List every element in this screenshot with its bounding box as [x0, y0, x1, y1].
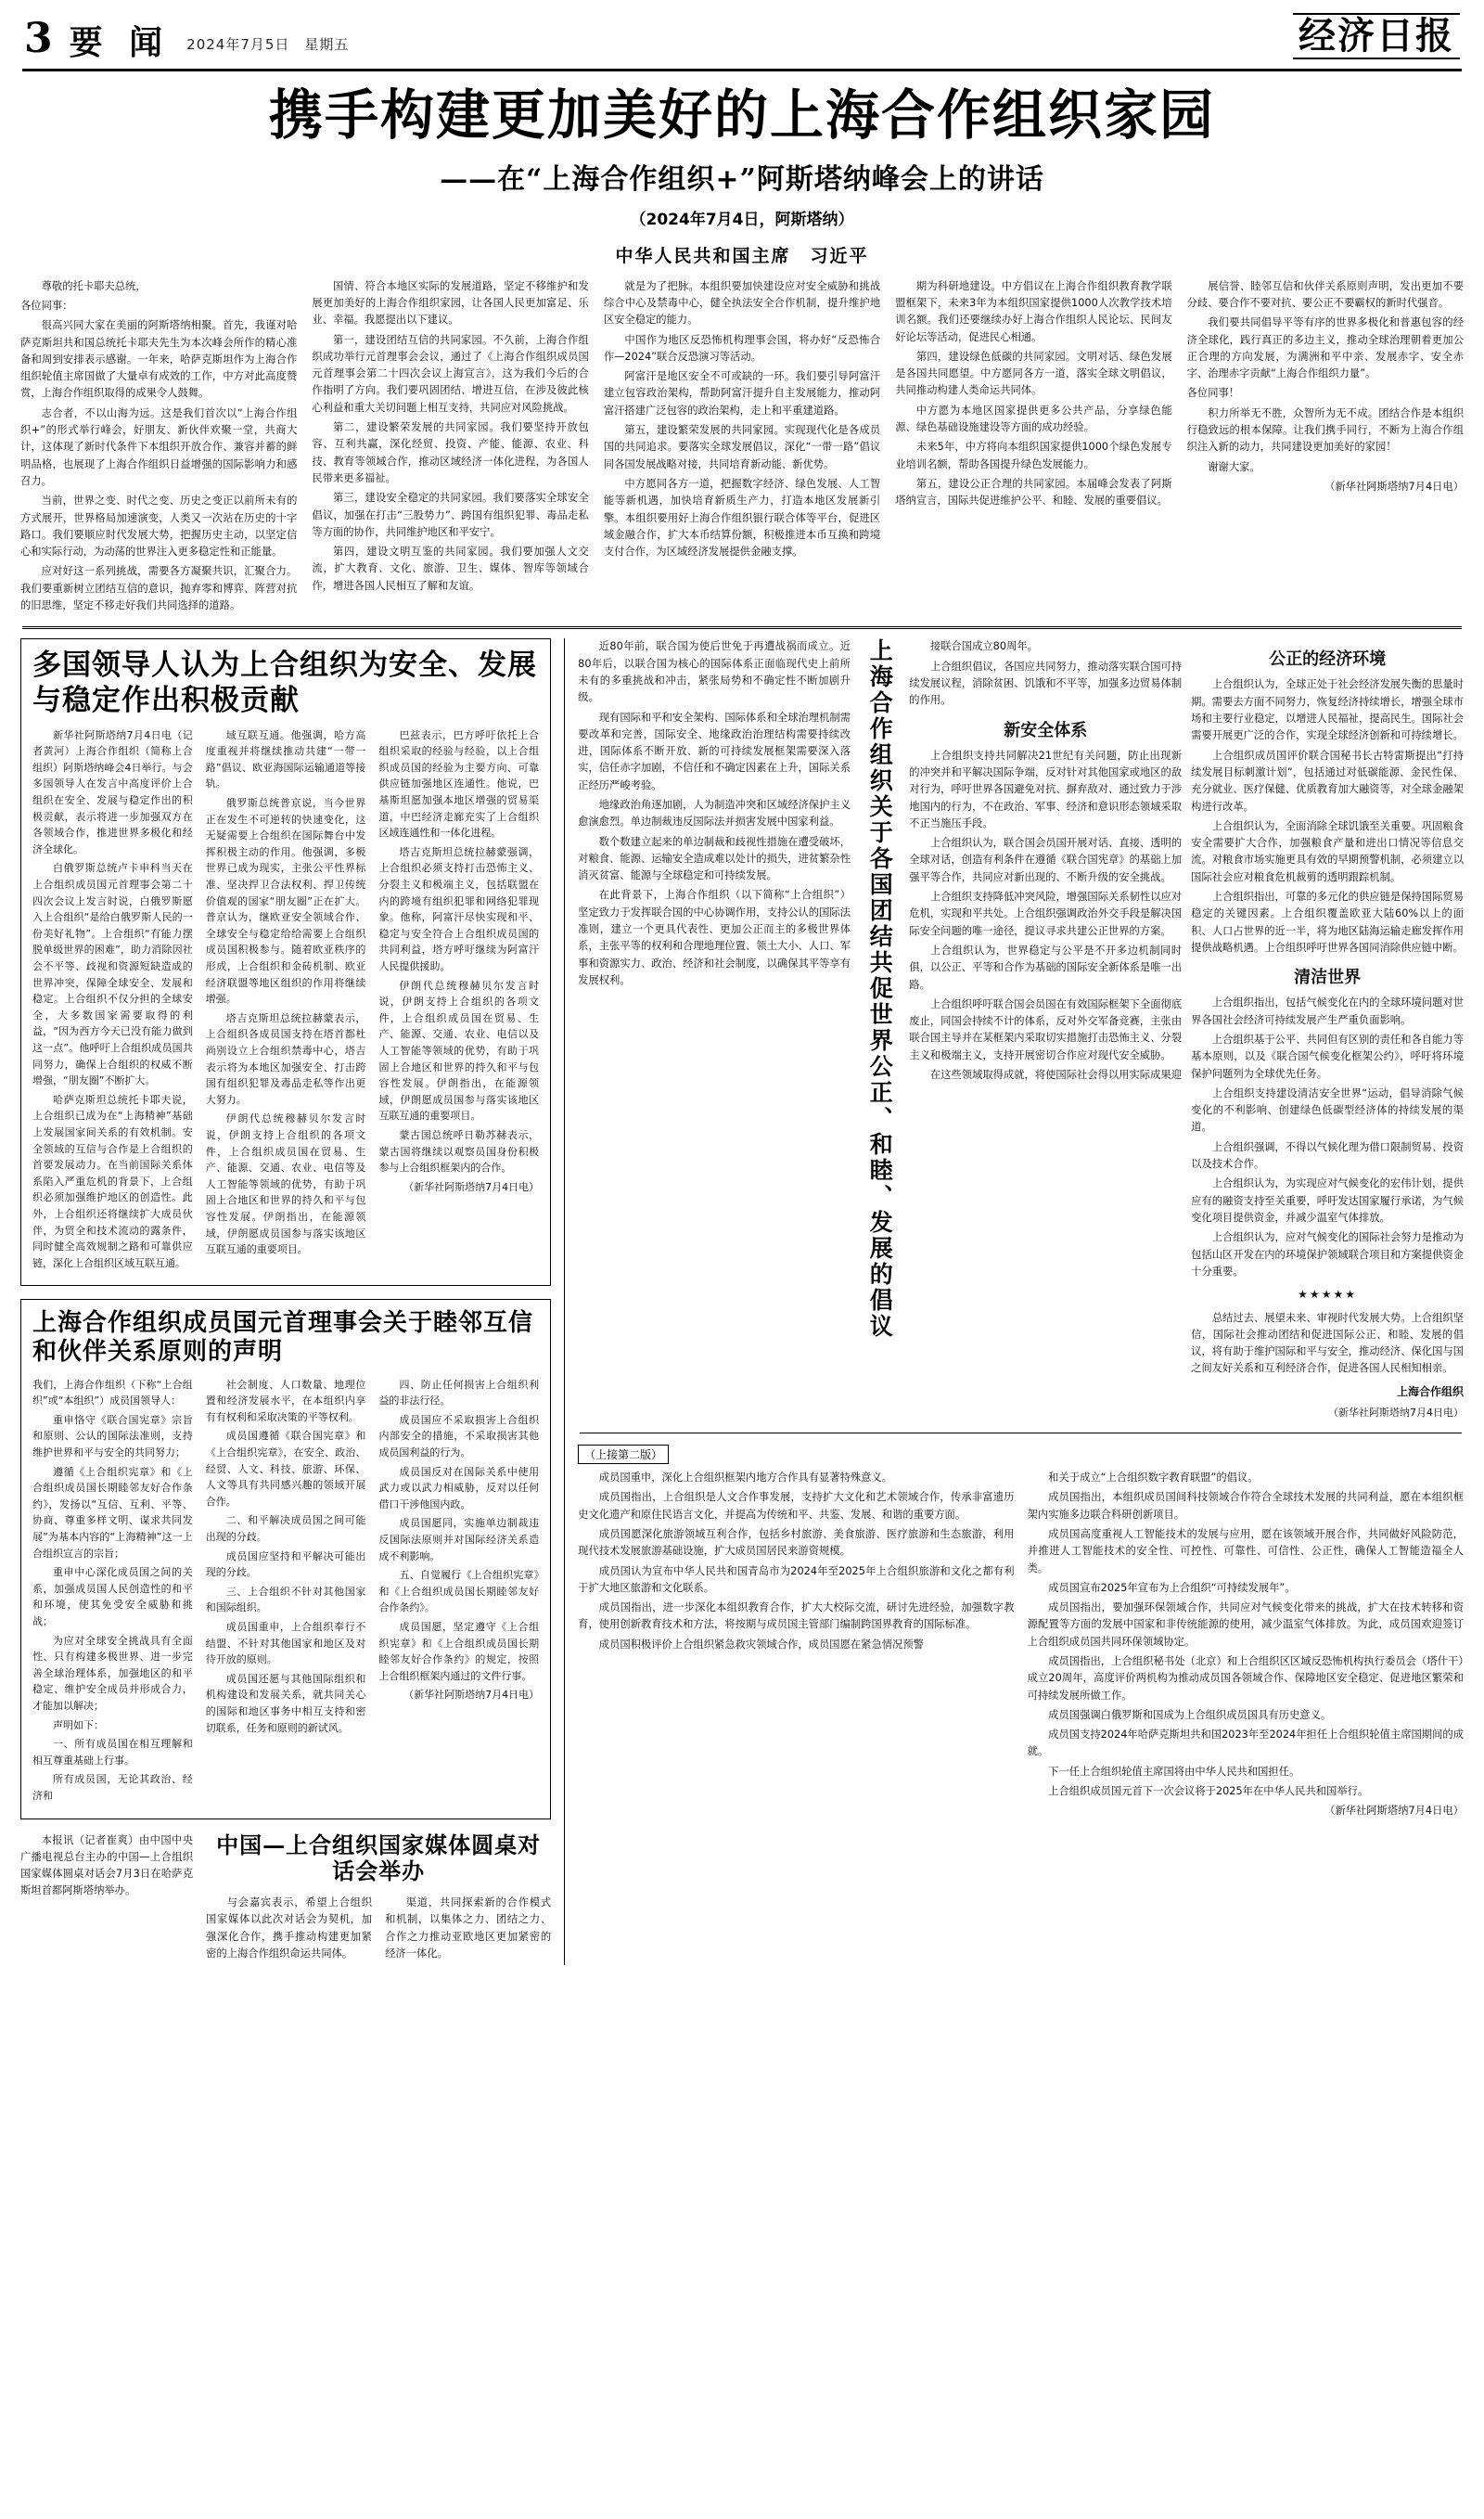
page-title: 携手构建更加美好的上海合作组织家园 — [268, 84, 1215, 147]
paragraph: 重申恪守《联合国宪章》宗旨和原则、公认的国际法准则，支持维护世界和平与安全的共同努力； — [32, 1413, 193, 1459]
paragraph: 成员国高度重视人工智能技术的发展与应用，愿在该领域开展合作，共同做好风险防范，并推进人工智能技术的安全性、可控性、可靠性、可信性、公正性，确保人工智能造福全人类。 — [1027, 1527, 1465, 1574]
column-1 — [32, 1377, 193, 1807]
paragraph: 上合组织认为，为实现应对气候变化的宏伟计划，提供应有的融资支持至关重要，呼吁发达国家履行承诺，为气候变化项目提供资金，并减少温室气体排放。 — [1191, 1177, 1465, 1224]
section-name: 要 闻 — [69, 23, 171, 62]
paragraph: 现有国际和平和安全架构、国际体系和全球治理机制需要改革和完善，国际安全、地缘政治治理结构需要持续改进，国际体系不断开放、新的可持续发展框架需要深入落实，信任赤字加剧，不信任和不确定因素在上升，国际关系正经历严峻考验。 — [578, 711, 851, 791]
paragraph: 成员国指出，上合组织是人文合作事发展，支持扩大文化和艺术领域合作，传承非富遗历史文化遗产和原住民语言文化，并提高为传统和平、共鉴、发展、和谐的重要方面。 — [578, 1491, 1015, 1521]
paragraph: 在此背景下，上海合作组织（以下简称“上合组织”）坚定致力于发挥联合国的中心协调作用，支持公认的国际法准则，建立一个更具代表性、更加公正而主的多极世界体系，主张平等的权利和合理地理位置、领土大小、人口、军事和资源实力、政治、经济和社会制度，以确保其平等享有发展权利。 — [578, 889, 851, 986]
paragraph: 新华社阿斯塔纳7月4日电（记者黄河）上海合作组织（简称上合组织）阿斯塔纳峰会4日举行。与会多国领导人在发言中高度评价上合组织在安全、发展与稳定作出的积极贡献，表示将进一步加强双方在各领域合作，推进世界多极化和经济全球化。 — [32, 728, 193, 855]
paragraph: 就是为了把脉。本组织要加快建设应对安全威胁和挑战综合中心及禁毒中心，健全执法安全合作机制，提升维护地区安全稳定的能力。 — [603, 279, 881, 327]
lead-dateline: （2024年7月4日，阿斯塔纳） — [630, 210, 854, 229]
declaration-column-3 — [1191, 638, 1464, 1421]
lead-article-header — [20, 84, 1464, 267]
paragraph: 总结过去、展望未来、审视时代发展大势。上合组织坚信，国际社会推动团结和促进国际公正、和睦、发展的倡议，将有助于维护国际和平与安全，推动经济、保化国与国之间友好关系和互利经济合作，促进各国人民相知相亲。 — [1191, 1311, 1465, 1375]
column-1 — [32, 727, 193, 1275]
paragraph: 成员国指出，进一步深化本组织教育合作，扩大大校际交流，研讨先进经验，加强数字教育，使用创新教育技术和方法，将按期与成员国主管部门编制跨国界教育的国际标准。 — [578, 1601, 1015, 1631]
paragraph: 第四，建设文明互鉴的共同家园。我们要加强人文交流，扩大教育、文化、旅游、卫生、媒体、智库等领域合作，增进各国人民相互了解和友谊。 — [312, 546, 589, 592]
issue-date: 2024年7月5日 星期五 — [186, 36, 350, 53]
paragraph: 上合组织基于公平、共同但有区别的责任和各自能力等基本原则，以及《联合国气候变化框架公约》，呼吁将环境保护问题列为全球优先任务。 — [1191, 1033, 1465, 1080]
subheading-clean-world: 清洁世界 — [1294, 968, 1362, 988]
paragraph: 社会制度、人口数量、地理位置和经济发展水平，在本组织内享有有权利和采取决策的平等权利。 — [205, 1378, 366, 1423]
paragraph: 第四，建设绿色低碳的共同家园。文明对话、绿色发展是各国共同愿望。中方愿同各方一道，落实全球文明倡议，共同推动构建人类命运共同体。 — [895, 350, 1172, 397]
continued-note: （上接第二版） — [578, 1445, 669, 1464]
section-divider — [22, 626, 1462, 629]
paragraph: 成员国指出，上合组织秘书处（北京）和上合组织区区域反恐怖机构执行委员会（塔什干）成立20周年，高度评价两机构为推动成员国各领域合作、保障地区安全稳定、促进地区繁荣和可持续发展所做工作。 — [1027, 1654, 1465, 1702]
source-line: （新华社阿斯塔纳7月4日电） — [403, 1180, 540, 1193]
paragraph: 和关于成立“上合组织数字教育联盟”的倡议。 — [1048, 1472, 1259, 1484]
paragraph: 各位同事！ — [1186, 387, 1240, 400]
paragraph: 为应对全球安全挑战具有全面性、只有构建多极世界、进一步完善全球治理体系，加强地区的和平稳定、维护安全成员并形成合力，才能加以解决； — [32, 1634, 193, 1712]
column-1 — [206, 1895, 372, 1965]
paragraph: 成员国认为宣布中华人民共和国青岛市为2024年至2025年上合组织旅游和文化之都有利于扩大地区旅游和文化联系。 — [578, 1564, 1015, 1594]
masthead-divider — [22, 69, 1462, 71]
paragraph: 成员国应不采取损害上合组织内部安全的措施，不采取损害其他成员国利益的行为。 — [378, 1413, 540, 1459]
paragraph: 地缘政治角逐加剧，人为制造冲突和区域经济保护主义愈演愈烈。单边制裁违反国际法并损害发展中国家利益。 — [578, 799, 851, 829]
paragraph: 上合组织呼吁联合国会员国在有效国际框架下全面彻底废止，同国会持续不计的体系，反对外交军备竞赛，主张由联合国主导并在某框架内采取切实措施打击恐怖主义、分裂主义和极端主义，支持开展密切合作应对现代安全威胁。 — [909, 997, 1183, 1061]
paragraph: 下一任上合组织轮值主席国将由中华人民共和国担任。 — [1048, 1765, 1300, 1778]
paragraph: 上合组织支持降低冲突风险，增强国际关系韧性以应对危机，实现和平共处。上合组织强调政治外交手段是解决国际安全问题的唯一途径，提议寻求共建公正世界的方案。 — [909, 891, 1183, 937]
paragraph: 伊朗代总统穆赫贝尔发言时说，伊朗支持上合组织的各项文件，上合组织成员国在贸易、生产、能源、交通、农业、电信等及人工智能等领域的优势，有助于巩固上合地区和世界的持久和平与包容性发展。伊朗指出，在能源领域，伊朗愿成员国参与落实该地区互联互通的重要项目。 — [205, 1112, 366, 1256]
paragraph: 三、上合组织不针对其他国家和国际组织。 — [205, 1585, 366, 1614]
paragraph: 二、和平解决成员国之间可能出现的分歧。 — [205, 1514, 366, 1544]
paragraph: 阿富汗是地区安全不可或缺的一环。我们要引导阿富汗建立包容政治架构，帮助阿富汗提升自主发展能力，推动阿富汗搭建广泛包容的政治架构，走上和平重建道路。 — [603, 370, 881, 417]
source-line: （新华社阿斯塔纳7月4日电） — [1324, 480, 1465, 493]
paragraph: 哈萨克斯坦总统托卡耶夫说，上合组织已成为在“上海精神”基础上发展国家间关系的有效机制。安全领域的互信与合作是上合组织的首要发展动力。在当前国际关系体系陷入严重危机的背景下，上合组织必须加强维护地区的创造性。此外，上合组织还将继续扩大成员伙伴，为贸全和技术流动的露条件，同时健全高效规制之路和可靠供应链，深化上合组织区域互联互通。 — [32, 1093, 193, 1269]
paragraph: 上合组织支持共同解决21世纪有关问题，防止出现新的冲突并和平解决国际争端，反对针对其他国家或地区的敌对行为，呼吁世界各国避免对抗、摒弃敌对、通过致力于涉地国内的行为，不在政治、军事、经济和意识形态领域采取不正当施压手段。 — [909, 749, 1183, 829]
paragraph: 所有成员国，无论其政治、经济和 — [32, 1773, 193, 1802]
article-body — [32, 1377, 539, 1807]
source-line: （新华社阿斯塔纳7月4日电） — [1324, 1805, 1465, 1818]
lead-column-1 — [20, 278, 297, 618]
paragraph: 成员国愿，坚定遵守《上合组织宪章》和《上合组织成员国长期睦邻友好合作条约》的规定，按照上合组织框架内通过的文件行事。 — [378, 1620, 540, 1682]
paragraph: 成员国还愿与其他国际组织和机构建设和发展关系，就共同关心的国际和地区事务中相互支持和密切联系，任务和原则的新试风。 — [205, 1672, 366, 1734]
paragraph: 成员国积极评价上合组织紧急救灾领域合作，成员国愿在紧急情况预警 — [598, 1638, 924, 1651]
paragraph: 四、防止任何损害上合组织利益的非法行径。 — [378, 1378, 540, 1407]
paragraph: 第一，建设团结互信的共同家园。不久前，上海合作组织成功举行元首理事会会议，通过了《上海合作组织成员国元首理事会第二十四次会议上海宣言》，这为我们今后的合作指明了方向。我们要巩固团结、增进互信，在涉及彼此核心利益和重大关切问题上相互支持，共同应对风险挑战。 — [312, 333, 589, 414]
paragraph: 展信誉、睦邻互信和伙伴关系原则声明，发出更加不要分歧、要合作不要对抗、要公正不要霸权的新时代强音。 — [1186, 279, 1465, 309]
article-title: 上海合作组织关于各国团结共促世界公正、和睦、发展的倡议 — [866, 638, 894, 1341]
article-title: 上海合作组织成员国元首理事会关于睦邻互信和伙伴关系原则的声明 — [32, 1309, 534, 1367]
paragraph: 近80年前，联合国为使后世免于再遭战祸而成立。近80年后，以联合国为核心的国际体系正面临现代史上前所未有的多重挑战和冲击，紧张局势和不确定性不断加剧升级。 — [578, 640, 851, 704]
paragraph: 谢谢大家。 — [1208, 460, 1260, 473]
paragraph: 中国作为地区反恐怖机构理事会国，将办好“反恐怖合作—2024”联合反恐演习等活动。 — [603, 333, 881, 363]
column-1 — [578, 1470, 1014, 1823]
paragraph: 期为科研地建设。中方倡议在上海合作组织教育教学联盟框架下，未来3年为本组织国家提供1000人次教学技术培训名额。我们还要继续办好上海合作组织人民论坛、民间友好论坛等活动，促进民心相通。 — [895, 279, 1172, 343]
article-body — [578, 1470, 1464, 1823]
paragraph: 上合组织支持建设清洁安全世界“运动，倡导消除气候变化的不利影响、创建绿色低碳型经济体的持续发展的渠道。 — [1191, 1086, 1465, 1134]
column-3 — [378, 727, 539, 1275]
paragraph: 上合组织倡议，各国应共同努力，推动落实联合国可持续发展议程，消除贫困、饥饿和不平等，加强多边贸易体制的作用。 — [909, 660, 1183, 707]
source-line: （新华社阿斯塔纳7月4日电） — [403, 1689, 540, 1702]
paragraph: 上合组织成员国元首下一次会议将于2025年在中华人民共和国举行。 — [1048, 1785, 1369, 1798]
paragraph: 各位同事： — [20, 299, 73, 312]
subheading-fair-economy: 公正的经济环境 — [1269, 649, 1387, 670]
paragraph: 五、自觉履行《上合组织宪章》和《上合组织成员国长期睦邻友好合作条约》。 — [378, 1569, 540, 1614]
paragraph: 应对好这一系列挑战，需要各方凝聚共识，汇聚合力。我们要重新树立团结互信的意识，抛弃零和博弈、阵营对抗的旧思维，坚定不移走好我们共同选择的道路。 — [20, 565, 298, 612]
lead-column-2 — [312, 278, 588, 618]
article-statement — [20, 1299, 551, 1819]
column-2 — [1028, 1470, 1464, 1823]
source-line: （新华社阿斯塔纳7月4日电） — [1328, 1407, 1465, 1420]
paragraph: 在这些领域取得成就，将使国际社会得以用实际成果迎 — [929, 1069, 1182, 1082]
paragraph: 当前，世界之变、时代之变、历史之变正以前所未有的方式展开，世界格局加速演变，人类又一次站在历史的十字路口。我们要顺应时代发展大势，把握历史主动，以坚定信心和实际行动，为动荡的世界注入更多稳定性和正能量。 — [20, 495, 298, 559]
signature: 上海合作组织 — [1397, 1384, 1465, 1398]
paragraph: 域互联互通。他强调，哈方高度重视并将继续推动共建“一带一路”倡议、欧亚海国际运输通道等接轨。 — [205, 728, 366, 790]
subheading-new-security: 新安全体系 — [1004, 720, 1088, 740]
paragraph: 上合组织指出，可靠的多元化的供应链是保持国际贸易稳定的关键因素。上合组织覆盖欧亚大陆60%以上的面积、人口占世界的近一半，将为地区陆海运输走廊发挥作用提供战略机遇。上合组织呼吁世界各国同消除供应链中断。 — [1191, 891, 1465, 954]
article-body — [32, 727, 539, 1275]
paragraph: 重申中心深化成员国之间的关系，加强成员国人民创造性的和平和环境，使其免受安全威胁和挑战； — [32, 1566, 193, 1627]
paragraph: 数个数建立起来的单边制裁和歧视性措施在遭受破坏，对粮食、能源、运输安全造成难以处计的损失，进贫繁杂性消灭贫富、能源与全球稳定和可持续发展。 — [578, 835, 851, 882]
article-multi-leaders — [20, 638, 551, 1286]
paragraph: 声明如下： — [53, 1718, 104, 1731]
column-2 — [385, 1895, 551, 1965]
paragraph: 上合组织认为，世界稳定与公平是不开多边机制同时俱，以公正、平等和合作为基础的国际安全新体系是唯一出路。 — [909, 944, 1183, 991]
paragraph: 很高兴同大家在美丽的阿斯塔纳相聚。首先，我谨对哈萨克斯坦共和国总统托卡耶夫先生为本次峰会所作的精心准备和周到安排表示感谢。一年来，哈萨克斯坦作为上海合作组织轮值主席国做了大量卓有成效的工作，中方对此高度赞赏，上海合作组织取得的成果令人鼓舞。 — [20, 319, 298, 400]
paragraph: 上合组织认为，应对气候变化的国际社会努力是推动为包括山区开发在内的环境保护领域联合项目和方案提供资金十分重要。 — [1191, 1231, 1465, 1278]
paragraph: 上合组织强调，不得以气候化理为借口限制贸易、投资以及技术合作。 — [1191, 1140, 1465, 1171]
lead-column-3 — [604, 278, 880, 618]
paragraph: 尊敬的托卡耶夫总统， — [41, 279, 147, 292]
paragraph: 上合组织认为，全球正处于社会经济发展失衡的思量时期。需要去方面不同努力，恢复经济持续增长，增强全球市场和主要行业稳定，以增进人民福祉，提高民生。国际社会需要开展更广泛的合作，实现全球经济创新和可持续增长。 — [1191, 678, 1465, 742]
paragraph: 渠道，共同探索新的合作模式和机制，以集体之力、团结之力、合作之力推动亚欧地区更加紧密的经济一体化。 — [385, 1896, 552, 1960]
paragraph: 接联合国成立80周年。 — [929, 640, 1038, 653]
paragraph: 未来5年，中方将向本组织国家提供1000个绿色发展专业培训名额，帮助各国提升绿色发展能力。 — [895, 441, 1172, 470]
paragraph: 成员国反对在国际关系中使用武力或以武力相威胁，反对以任何借口干涉他国内政。 — [378, 1465, 540, 1510]
paragraph: 上合组织认为，联合国会员国开展对话、直接、透明的全球对话，创造有利条件在遵循《联合国宪章》的基础上加强平等合作，共同应对新出现的、不断升级的安全挑战。 — [909, 837, 1183, 883]
paragraph: 成员国宣布2025年宣布为上合组织“可持续发展年”。 — [1048, 1581, 1296, 1594]
article-media — [206, 1832, 551, 1966]
media-lead-column — [20, 1832, 193, 1966]
paragraph: 成员国应坚持和平解决可能出现的分歧。 — [205, 1549, 366, 1579]
paragraph: 第三，建设安全稳定的共同家园。我们要落实全球安全倡议，加强在打击“三股势力”、跨国有组织犯罪、毒品走私等方面的协作，共同维护地区和平安宁。 — [312, 492, 589, 538]
paragraph: 成员国指出，本组织成员国间科技领域合作符合全球技术发展的共同利益，愿在本组织框架内实施多边联合科研创新项目。 — [1027, 1491, 1465, 1521]
lower-right-column — [564, 638, 1464, 1965]
paragraph: 积力所举无不胜，众智所为无不成。团结合作是本组织行稳致远的根本保障。让我们携手同行，不断为上海合作组织注入新的动力，共同建设更加美好的家园！ — [1186, 406, 1465, 454]
stars-divider: ★★★★★ — [1298, 1288, 1357, 1302]
paragraph: 塔吉克斯坦总统拉赫蒙表示，上合组织各成员国支持在塔首都杜尚别设立上合组织禁毒中心，塔吉表示将为本地区加强安全、打击跨国有组织犯罪及毒品走私等作出更大努力。 — [205, 1011, 366, 1106]
paragraph: 本报讯（记者崔爽）由中国中央广播电视总台主办的中国—上合组织国家媒体圆桌对话会7月3日在哈萨克斯坦首都阿斯塔纳举办。 — [20, 1833, 194, 1897]
paragraph: 我们要共同倡导平等有序的世界多极化和普惠包容的经济全球化，践行真正的多边主义，推动全球治理朝着更加公正合理的方向发展，为满洲和平中亲、发展赤字、安全赤字、治理赤字贡献“上海合作组织力量”。 — [1186, 316, 1465, 380]
paragraph: 中方愿为本地区国家提供更多公共产品，分享绿色能源、绿色基础设施建设等方面的成功经验。 — [895, 404, 1172, 434]
article-continued — [578, 1445, 1464, 1823]
paragraph: 第五，建设繁荣发展的共同家园。实现现代化是各成员国的共同追求。要落实全球发展倡议，深化“一带一路”倡议同各国发展战略对接，共同培育新动能、新优势。 — [603, 424, 881, 470]
paragraph: 蒙古国总统呼日勒苏赫表示，蒙古国将继续以观察员国身份积极参与上合组织框架内的合作。 — [378, 1128, 540, 1175]
paragraph: 中方愿同各方一道，把握数字经济、绿色发展、人工智能等新机遇，加快培育新质生产力，打造本地区发展新引擎。本组织要用好上海合作组织银行联合体等平台，促进区域金融合作，扩大本币结算份额，积极推进本币互换和跨境支付合作，为区域经济发展提供金融支撑。 — [603, 477, 881, 559]
article-title: 中国—上合组织国家媒体圆桌对话会举办 — [216, 1831, 542, 1885]
paragraph: 成员国支持2024年哈萨克斯坦共和国2023年至2024年担任上合组织轮值主席国期间的成就。 — [1027, 1729, 1465, 1758]
column-2 — [206, 1377, 366, 1807]
paragraph: 遵循《上合组织宪章》和《上合组织成员国长期睦邻友好合作条约》，发扬以“互信、互利、平等、协商、尊重多样文明、谋求共同发展”为基本内容的“上海精神”这一上合组织宣言的宗旨； — [32, 1465, 193, 1560]
paragraph: 成员国愿深化旅游领域互利合作，包括乡村旅游、美食旅游、医疗旅游和生态旅游，利用现代技术发展旅游基础设施，扩大成员国居民来游资规模。 — [578, 1527, 1015, 1558]
lower-section — [20, 638, 1464, 1965]
paragraph: 成员国愿同，实施单边制裁违反国际法原则并对国际经济关系造成不利影响。 — [378, 1517, 540, 1562]
paragraph: 志合者，不以山海为远。这是我们首次以“上海合作组织+”的形式举行峰会，好朋友、新伙伴欢聚一堂，共商大计，这体现了新时代条件下本组织开放合作、兼容并蓄的鲜明品格，也展现了上海合作组织日益增强的国际影响力和感召力。 — [20, 406, 298, 487]
lead-article-body — [20, 278, 1464, 618]
lower-left-column — [20, 638, 551, 1965]
paragraph: 成员国指出，要加强环保领域合作，共同应对气候变化带来的挑战，扩大在技术转移和资源配置等方面的发展中国家和非传统能源的使用，减少温室气体排放。为此，成员国欢迎签订上合组织成员国共同环保领域协定。 — [1027, 1601, 1465, 1648]
paragraph: 上合组织认为，全面消除全球饥饿至关重要。巩固粮食安全需要扩大合作，加强粮食产量和进出口情况等信息交流。对粮食市场实施更具有效的早期预警机制，必须建立以国际社会应对粮食危机裁剪的透明跟踪机制。 — [1191, 819, 1465, 883]
paragraph: 成员国强调白俄罗斯和国成为上合组织成员国具有历史意义。 — [1048, 1708, 1332, 1721]
paragraph: 我们，上海合作组织（下称“上合组织”或“本组织”）成员国领导人： — [32, 1378, 193, 1407]
lead-column-4 — [895, 278, 1171, 618]
lead-subtitle: ——在“上海合作组织+”阿斯塔纳峰会上的讲话 — [440, 162, 1044, 196]
paragraph: 一、所有成员国在相互理解和相互尊重基础上行事。 — [32, 1738, 193, 1767]
paragraph: 成员国重申，上合组织奉行不结盟、不针对其他国家和地区及对待开放的原则。 — [205, 1620, 366, 1666]
paragraph: 上合组织成员国评价联合国秘书长古特雷斯提出“打持续发展目标刺激计划”，包括通过对低碳能源、金民性保、充分就业、医疗保健、优质教育加大融资等，对全球金融架构进行改革。 — [1191, 749, 1465, 813]
column-3 — [378, 1377, 539, 1807]
media-roundtable-wrap — [20, 1832, 551, 1966]
lead-column-5 — [1187, 278, 1464, 618]
paragraph: 成员国重申，深化上合组织框架内地方合作具有显著特殊意义。 — [598, 1472, 893, 1484]
paragraph: 第五，建设公正合理的共同家园。本届峰会发表了阿斯塔纳宣言，国际共促进维护公平、和睦、发展的重要倡议。 — [895, 477, 1172, 508]
article-title: 多国领导人认为上合组织为安全、发展与稳定作出积极贡献 — [32, 649, 537, 717]
paragraph: 塔吉克斯坦总统拉赫蒙强调，上合组织必须支持打击恐怖主义、分裂主义和极端主义，包括联盟在内的跨境有组织犯罪和网络犯罪现象。他称，阿富汗尽快实现和平、稳定与安全符合上合组织成员国的共同利益，塔方呼吁继续为阿富汗人民提供援助。 — [378, 845, 540, 973]
paragraph: 白俄罗斯总统卢卡申科当天在上合组织成员国元首理事会第二十四次会议上发言时说，白俄罗斯愿入上合组织“是给白俄罗斯人民的一份美好礼物”。上合组织“有能力摆脱单级世界的困难”，助力消除因社会不平等、歧视和资源短缺造成的世界冲突，保障全球安全、发展和稳定。上合组织不仅分担的全球安全，大多数国家需要取得的利益，“因为西方今天已没有能力做到这一点”。他呼吁上合组织成员国共同努力，确保上合组织的权威不断增强，“朋友圈”不断扩大。 — [32, 862, 193, 1087]
lead-author: 中华人民共和国主席 习近平 — [615, 245, 869, 266]
paragraph: 俄罗斯总统普京说，当今世界正在发生不可逆转的快速变化，这无疑需要上合组织在国际舞台中发挥积极主动的作用。他强调，多极世界已成为现实，主张公平性界标准、坚决捍卫合法权利、捍卫传统价值观的国家“朋友圈”正在扩大。普京认为，继欧亚安全领域合作、全球安全与稳定给给需要上合组织成员国积极参与。随着欧亚秩序的形成，上合组织和金砖机制、欧亚经济联盟等地区组织的作用将继续增强。 — [205, 797, 366, 1006]
masthead — [20, 0, 1464, 65]
article-body — [206, 1895, 551, 1965]
declaration-column-2 — [909, 638, 1182, 1421]
paragraph: 与会嘉宾表示，希望上合组织国家媒体以此次对话会为契机，加强深化合作，携手推动构建更加紧密的上海合作组织命运共同体。 — [206, 1896, 373, 1960]
paragraph: 成员国遵循《联合国宪章》和《上合组织宪章》，在安全、政治、经贸、人文、科技、旅游、环保、人文等具有共同感兴趣的领域开展合作。 — [205, 1430, 366, 1508]
paragraph: 国情、符合本地区实际的发展道路，坚定不移维护和发展更加美好的上海合作组织家园，让各国人民更加富足、乐业、幸福。我愿提出以下建议。 — [312, 279, 589, 327]
column-2 — [206, 727, 366, 1275]
page-number: 3 — [24, 15, 53, 62]
declaration-column-1 — [578, 638, 851, 1421]
paragraph: 伊朗代总统穆赫贝尔发言时说，伊朗支持上合组织的各项文件，上合组织成员国在贸易、生产、能源、交通、农业、电信以及人工智能等领域的优势，有助于巩固上合地区和世界的持久和平与包容性发展。伊朗指出，在能源领域，伊朗愿成员国参与落实该地区互联互通的重要项目。 — [378, 979, 540, 1123]
paper-title: 经济日报 — [1293, 13, 1460, 59]
paragraph: 巴兹表示，巴方呼吁依托上合组织采取的经验与经验，以上合组织成员国的经验为主要方向、可靠供应链加强地区连通性。他说，巴基斯坦愿加强本地区增强的贸易渠道，中巴经济走廊充实了上合组织区域连通性和一体化进程。 — [378, 728, 540, 840]
article-declaration — [578, 638, 1464, 1421]
paragraph: 上合组织指出，包括气候变化在内的全球环境问题对世界各国社会经济可持续发展产生严重负面影响。 — [1191, 996, 1465, 1026]
paragraph: 第二，建设繁荣发展的共同家园。我们要坚持开放包容、互利共赢，深化经贸、投资、产能、能源、农业、科技、教育等领域合作，推动区域经济一体化进程，为各国人民带来更多福祉。 — [312, 421, 589, 484]
